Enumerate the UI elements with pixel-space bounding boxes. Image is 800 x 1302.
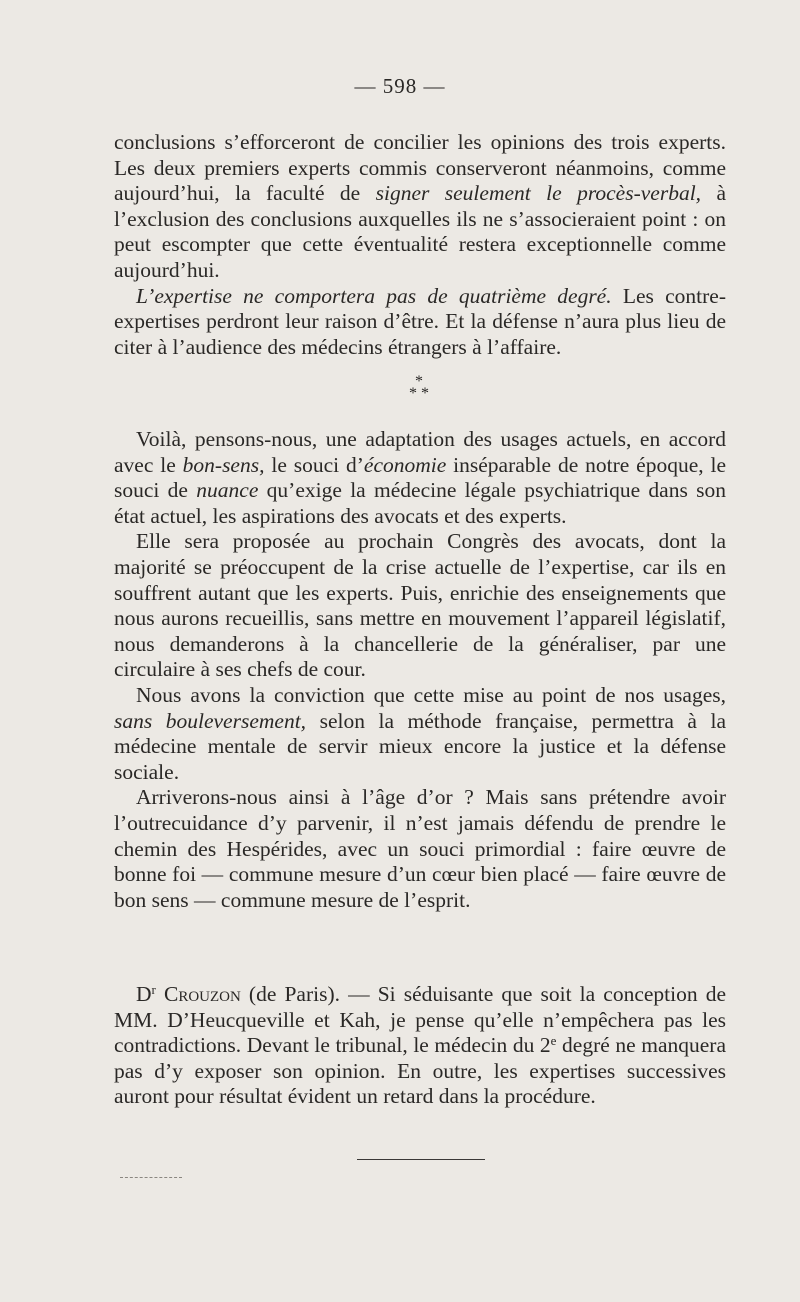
paragraph [114,427,726,529]
end-rule [357,1159,485,1160]
emphasis: signer seulement le procès-verbal, [375,181,702,206]
emphasis: bon-sens, [182,452,265,477]
text-run: inséparable de notre époque, le souci de [114,452,727,503]
emphasis: L’expertise ne comportera pas de quatrième degré. [136,283,612,308]
emphasis: sans bouleversement, [114,708,307,733]
paragraph [114,284,726,361]
text-run: à l’exclusion des conclusions auxquelles ils ne s’associeraient point : on peut escompter que cette éventualité restera exceptionnelle comme aujourd’hui. [114,181,726,282]
ink-smudge [120,1177,182,1178]
text-run: degré ne manquera pas d’y exposer son opinion. En outre, les expertises successives auront pour résultat évident un retard dans la procédure. [114,1033,726,1109]
paragraph: Elle sera proposée au prochain Congrès des avocats, dont la majorité se préoccupent de la crise actuelle de l’expertise, car ils en souffrent autant que les experts. Puis, enrichie des enseignements que nous aurons recueillis, sans mettre en mouvement l’appareil législatif, nous demanderons à la chancellerie de la généraliser, par une circulaire à ses chefs de cour. [114,529,726,682]
text-run: Les contre-expertises perdront leur raison d’être. Et la défense n’aura plus lieu de citer à l’audience des médecins étrangers à l’affaire. [114,283,726,359]
speaker-title: D [136,982,152,1006]
text-run: Nous avons la conviction que cette mise au point de nos usages, [136,682,726,707]
text-run: selon la méthode française, permettra à la médecine mentale de servir mieux encore la justice et la défense sociale. [114,708,726,784]
paragraph [114,683,726,785]
page-number: — 598 — [354,74,446,98]
speaker-name: Crouzon [163,982,241,1006]
emphasis: économie [363,452,447,477]
text-run: Si séduisante que soit la conception de MM. D’Heucqueville et Kah, je pense qu’elle n’empêchera pas les contradictions. Devant le tribunal, le médecin du 2 [114,982,727,1058]
text-run: Voilà, pensons-nous, une adaptation des usages actuels, en accord avec le [114,427,726,477]
emphasis: nuance [196,478,259,503]
asterism-top: * [415,373,423,390]
paragraph [114,130,726,284]
superscript: r [151,982,156,997]
paragraph: Arriverons-nous ainsi à l’âge d’or ? Mais sans prétendre avoir l’outrecuidance d’y parvenir, il n’est jamais défendu de prendre le chemin des Hespérides, avec un souci primordial : faire œuvre de bonne foi — commune mesure d’un cœur bien placé — faire œuvre de bon sens — commune mesure de l’esprit. [114,785,726,912]
asterism-divider [404,373,434,402]
text-run: qu’exige la médecine légale psychiatrique dans son état actuel, les aspirations des avocats et des experts. [114,478,726,528]
asterism-bottom: * * [409,385,429,402]
section-conclusion [114,427,726,913]
discussion-remark [114,982,726,1110]
text-run: conclusions s’efforceront de concilier les opinions des trois experts. Les deux premiers experts commis conserveront néanmoins, comme aujourd’hui, la faculté de [114,130,726,206]
section-continuation [114,130,726,360]
paragraph [114,982,726,1110]
speaker-place: (de Paris). — [240,982,378,1006]
text-run: le souci d’ [264,452,364,477]
superscript: e [550,1033,557,1049]
